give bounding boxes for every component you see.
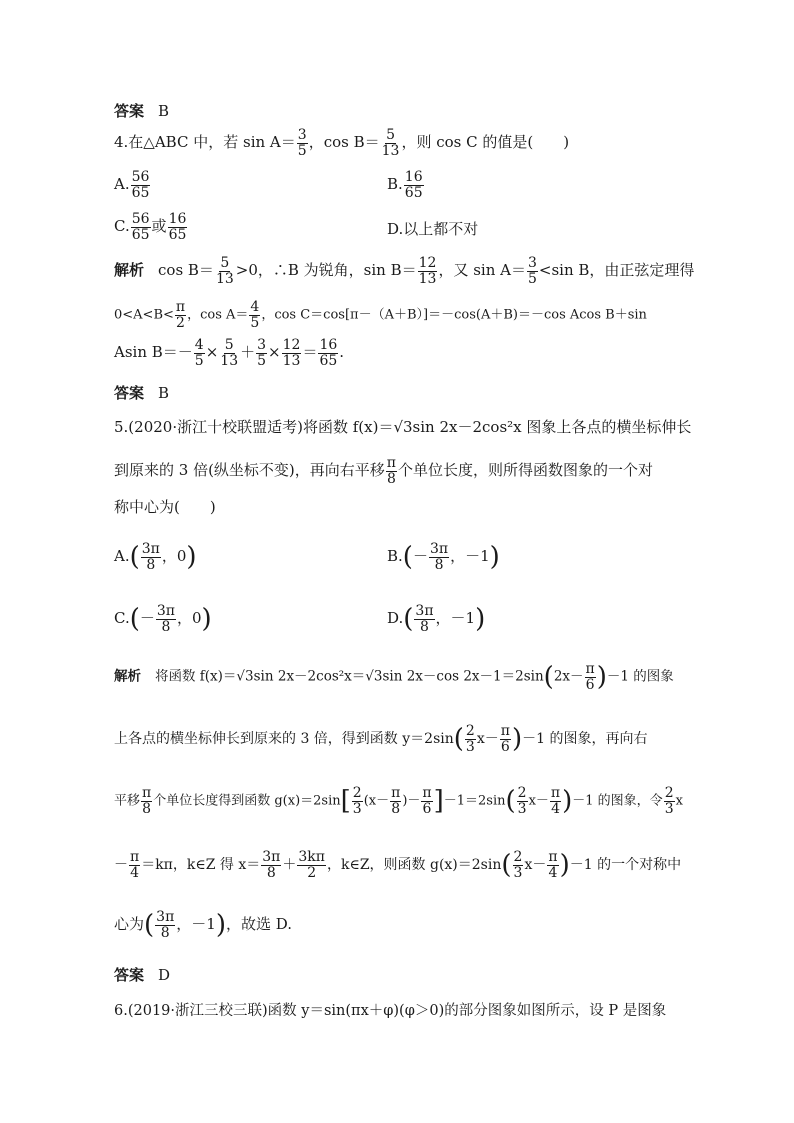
question-6-line-1: 6.(2019·浙江三校三联)函数 y＝sin(πx＋φ)(φ＞0)的部分图象如图所示，设 P 是图象 <box>114 1003 667 1019</box>
question-5-line-3: 称中心为( ) <box>114 498 216 516</box>
option-a[interactable]: A. $\frac{56}{65}$ <box>114 169 150 201</box>
solution-5-line-4: － $\frac{\pi}{4}$ ＝kπ，k∈Z 得 x＝ $\frac{3\pi}{8}$ ＋ $\frac{3k\pi}{2}$ ，k∈Z，则函数 g(x)＝2sin( $\frac{2}{3}$ x－ $\frac{\pi}{4}$ )－1 的一个对称中 <box>114 849 682 881</box>
option-d[interactable]: D.以上都不对 <box>387 220 479 238</box>
option-b[interactable]: B.(－ $\frac{3\pi}{8}$ ，－1) <box>387 541 500 573</box>
solution-label: 解析 <box>114 261 145 280</box>
question-5-line-2: 到原来的 3 倍(纵坐标不变)，再向右平移 $\frac{\pi}{8}$ 个单位长度，则所得函数图象的一个对 <box>114 455 654 487</box>
option-c[interactable]: C.(－ $\frac{3\pi}{8}$ ，0) <box>114 603 212 635</box>
solution-5-line-5: 心为( $\frac{3\pi}{8}$ ，－1)，故选 D. <box>114 909 293 941</box>
fraction: $\frac{5}{13}$ <box>381 127 400 159</box>
question-5-line-1: 5.(2020·浙江十校联盟适考)将函数 f(x)＝√3sin 2x－2cos²x 图象上各点的横坐标伸长 <box>114 418 692 436</box>
solution-4-line-2: 0<A<B< $\frac{\pi}{2}$ ，cos A＝ $\frac{4}{5}$ ，cos C＝cos[π－（A＋B）]＝－cos(A＋B)＝－cos Acos B＋sin <box>114 299 647 331</box>
solution-5-line-3: 平移 $\frac{\pi}{8}$ 个单位长度得到函数 g(x)＝2sin[ $\frac{2}{3}$ (x－ $\frac{\pi}{8}$ )－ $\frac{\pi}{6}$ ]－1＝2sin( $\frac{2}{3}$ x－ $\frac{\pi}{4}$ )－1 的图象，令 $\frac{2}{3}$ x <box>114 785 683 817</box>
answer-line-5: 答案 D <box>114 966 171 984</box>
solution-5-line-1: 解析 将函数 f(x)＝√3sin 2x－2cos²x＝√3sin 2x－cos 2x－1＝2sin(2x－ $\frac{\pi}{6}$ )－1 的图象 <box>114 661 674 693</box>
answer-line-4: 答案 B <box>114 384 170 402</box>
question-4-stem: 4.在△ABC 中，若 sin A＝ $\frac{3}{5}$ ，cos B＝ $\frac{5}{13}$ ，则 cos C 的值是( ) <box>114 127 570 159</box>
solution-4-line-1: 解析 cos B＝ $\frac{5}{13}$ >0，∴B 为锐角，sin B＝ $\frac{12}{13}$ ，又 sin A＝ $\frac{3}{5}$ <sin B，由正弦定理得 <box>114 255 695 287</box>
option-a[interactable]: A.( $\frac{3\pi}{8}$ ，0) <box>114 541 197 573</box>
option-c[interactable]: C. $\frac{56}{65}$ 或 $\frac{16}{65}$ <box>114 211 187 243</box>
solution-5-line-2: 上各点的横坐标伸长到原来的 3 倍，得到函数 y＝2sin( $\frac{2}{3}$ x－ $\frac{\pi}{6}$ )－1 的图象，再向右 <box>114 723 648 755</box>
answer-value: B <box>158 102 170 120</box>
option-b[interactable]: B. $\frac{16}{65}$ <box>387 169 423 201</box>
solution-4-line-3: Asin B＝－ $\frac{4}{5}$ × $\frac{5}{13}$ ＋ $\frac{3}{5}$ × $\frac{12}{13}$ ＝ $\frac{16}{65}$ . <box>114 337 345 369</box>
answer-label: 答案 <box>114 102 145 120</box>
answer-line-3 <box>114 104 169 119</box>
option-d[interactable]: D.( $\frac{3\pi}{8}$ ，－1) <box>387 603 486 635</box>
fraction: $\frac{3}{5}$ <box>297 127 307 159</box>
